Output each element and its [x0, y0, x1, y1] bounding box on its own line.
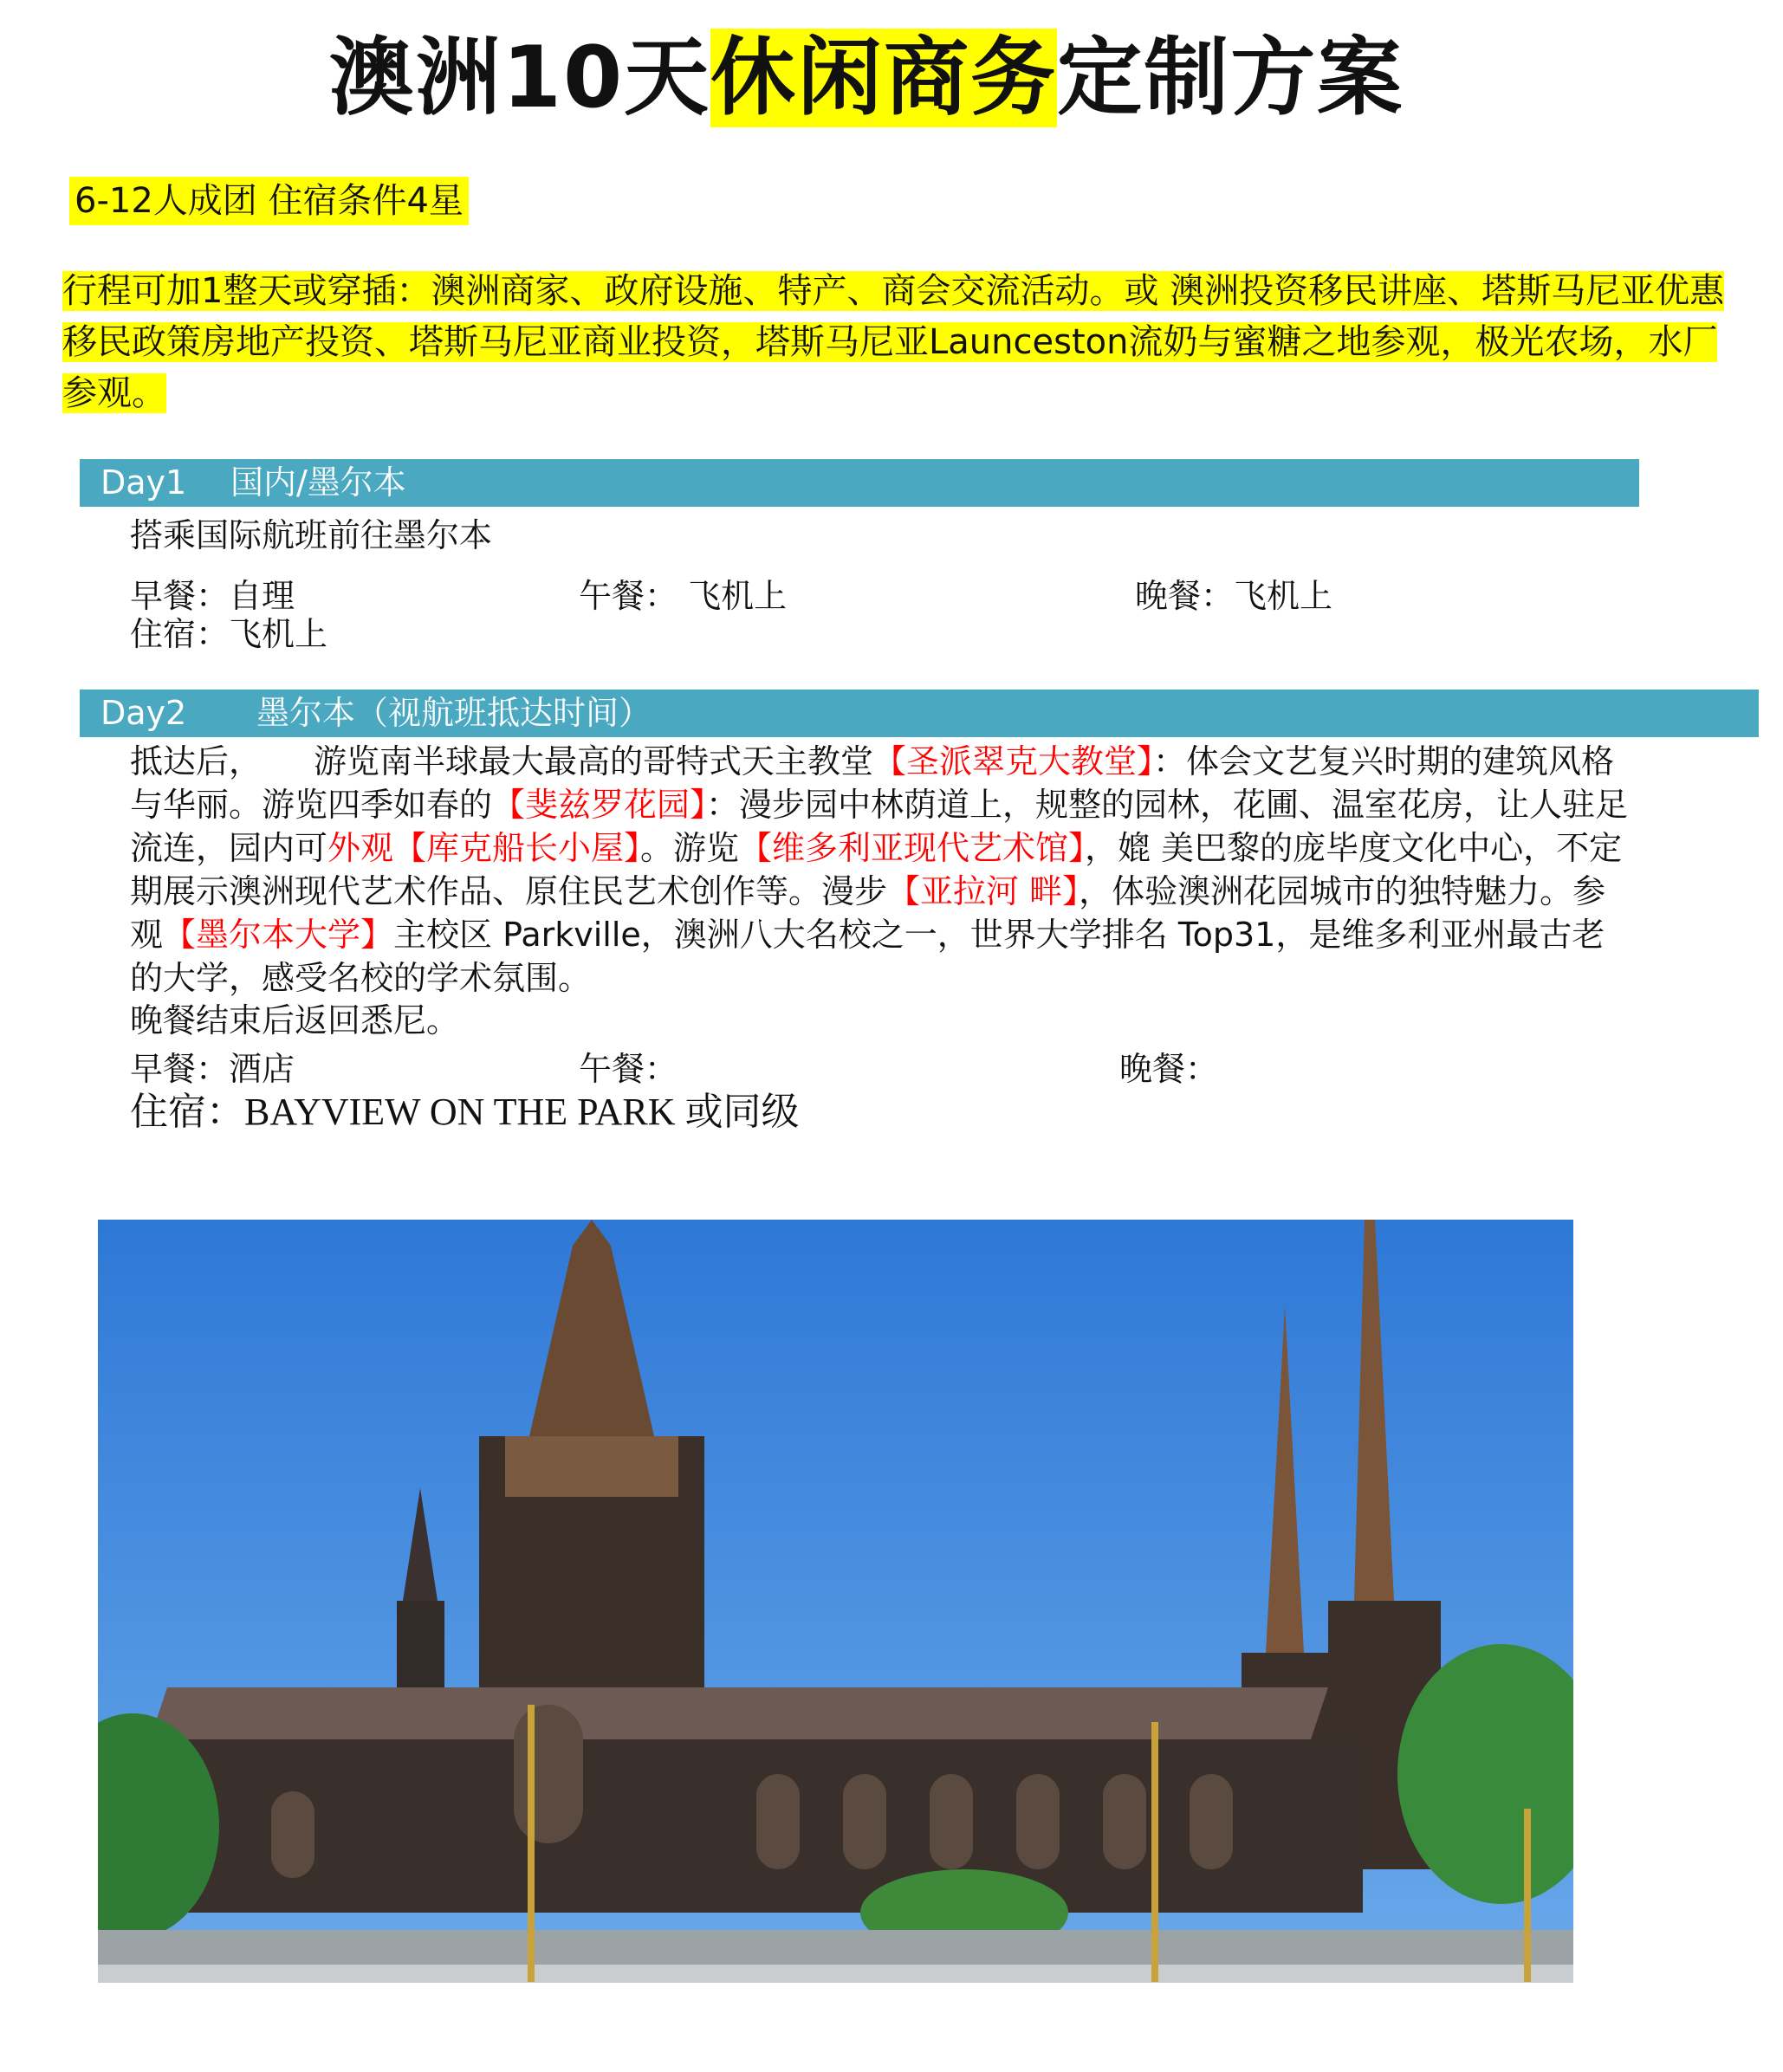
- day1-description: 搭乘国际航班前往墨尔本: [130, 516, 493, 554]
- title-pre: 澳洲10天: [328, 29, 711, 127]
- day2-text-1: 抵达后，: [130, 742, 263, 780]
- day1-label: Day1: [100, 463, 187, 502]
- day2-itinerary: [130, 740, 1637, 1000]
- landmark-cooks-cottage: 外观【库克船长小屋】: [327, 829, 641, 867]
- day2-title: 墨尔本（视航班抵达时间）: [256, 694, 652, 732]
- day2-header-bar: [80, 690, 1759, 737]
- landmark-yarra-river: 【亚拉河 畔】: [887, 872, 1080, 910]
- day2-text-3: ：体会文艺复兴时期的建筑风格与华丽。游览四季如春的: [130, 742, 1615, 824]
- optional-activities-note: [62, 266, 1726, 419]
- group-size-line: 6-12人成团 住宿条件4星: [69, 177, 469, 225]
- day2-text-6: ，媲 美巴黎的庞毕度文化中心，不定期展示澳洲现代艺术作品、原住民艺术创作等。漫步: [130, 829, 1623, 910]
- day1-title: 国内/墨尔本: [230, 463, 406, 502]
- landmark-fitzroy-gardens: 【斐兹罗花园】: [492, 786, 707, 824]
- day2-text-7: ，体验澳洲花园城市的独特魅力。参观: [130, 872, 1606, 954]
- day2-text-2: 游览南半球最大最高的哥特式天主教堂: [314, 742, 874, 780]
- note-text: 行程可加1整天或穿插：澳洲商家、政府设施、特产、商会交流活动。或 澳洲投资移民讲座、塔斯马尼亚优惠移民政策房地产投资、塔斯马尼亚商业投资，塔斯马尼亚Launceston流奶与蜜糖之地参观，极光农场，水厂参观。: [62, 271, 1725, 413]
- landmark-ngv: 【维多利亚现代艺术馆】: [739, 829, 1086, 867]
- day2-text-4: ：漫步园中林荫道上，规整的园林，花圃、温室花房，让人驻足流连，园内可: [130, 786, 1629, 867]
- day2-hotel: 住宿：BAYVIEW ON THE PARK 或同级: [130, 1091, 800, 1133]
- day2-label: Day2: [100, 694, 187, 732]
- cathedral-photo: [98, 1220, 1573, 1983]
- day1-dinner: 晚餐：飞机上: [1135, 577, 1333, 615]
- landmark-melbourne-uni: 【墨尔本大学】: [163, 916, 394, 954]
- day2-text-5: 。游览: [640, 829, 740, 867]
- day2-lunch: 午餐：: [579, 1050, 678, 1088]
- title-highlight: 休闲商务: [710, 29, 1058, 127]
- day2-return: 晚餐结束后返回悉尼。: [130, 1001, 460, 1039]
- day1-breakfast: 早餐：自理: [130, 577, 295, 615]
- day1-hotel: 住宿：飞机上: [130, 615, 328, 653]
- page-title: [0, 26, 1733, 130]
- day2-breakfast: 早餐：酒店: [130, 1050, 295, 1088]
- title-post: 定制方案: [1057, 29, 1404, 127]
- landmark-st-patricks: 【圣派翠克大教堂】: [873, 742, 1154, 780]
- day2-dinner: 晚餐：: [1119, 1050, 1219, 1088]
- day2-text-8: 主校区 Parkville，澳洲八大名校之一，世界大学排名 Top31，是维多利亚州最古老的大学，感受名校的学术氛围。: [130, 916, 1605, 997]
- day1-header-bar: [80, 459, 1639, 507]
- day1-lunch: 午餐： 飞机上: [579, 577, 788, 615]
